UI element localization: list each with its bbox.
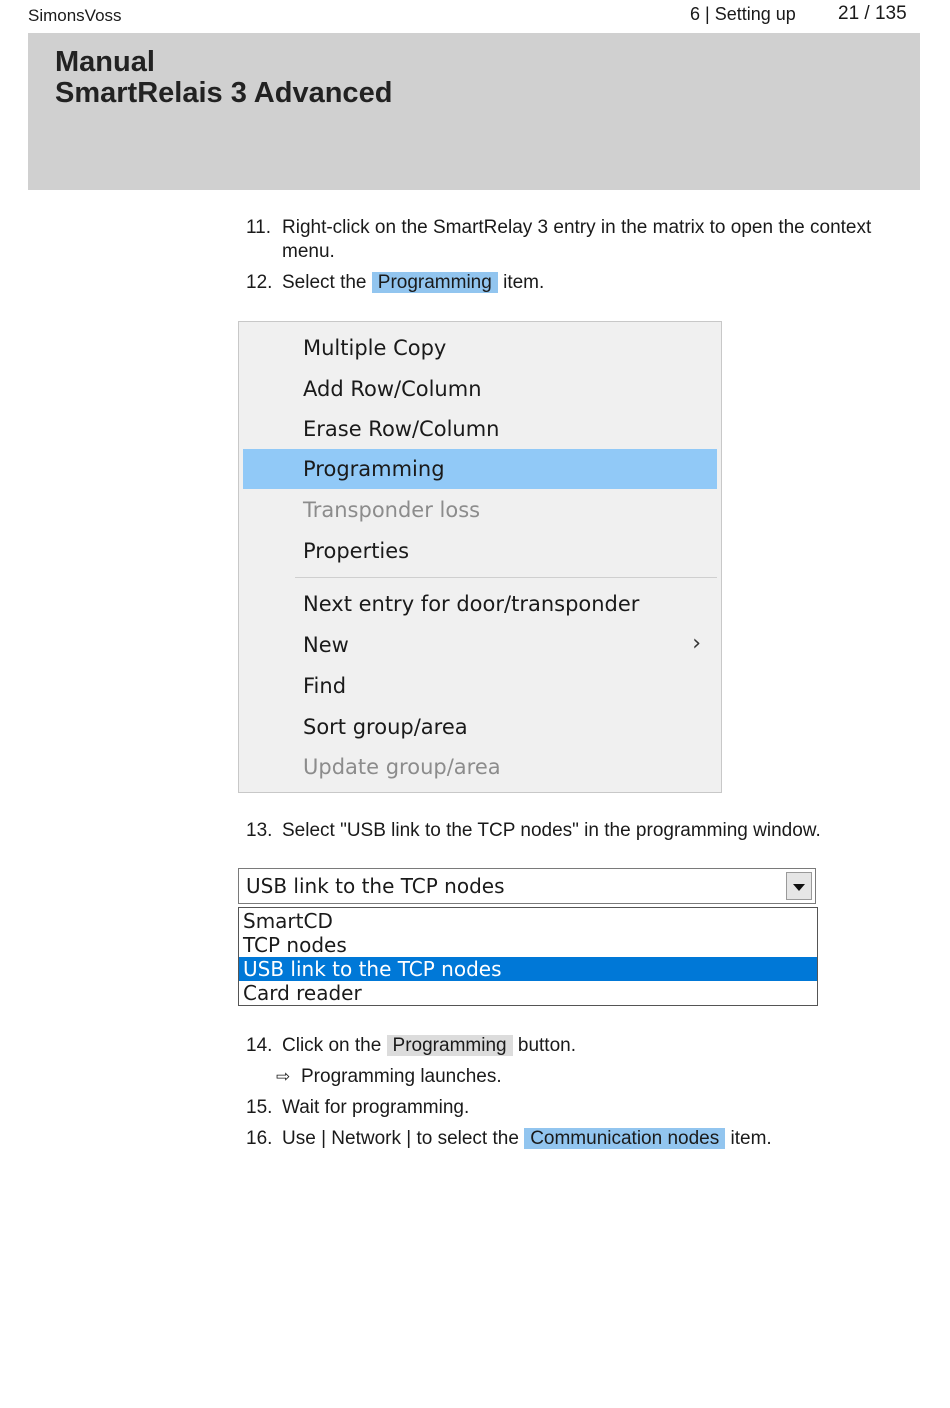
highlight-communication-nodes: Communication nodes	[524, 1128, 725, 1149]
menu-item-label: Next entry for door/transponder	[303, 592, 640, 616]
context-menu	[238, 321, 722, 793]
menu-separator	[295, 577, 717, 578]
step-text: Right-click on the SmartRelay 3 entry in the matrix to open the context	[282, 217, 872, 238]
option-label: Card reader	[243, 981, 362, 1005]
step-number: 16.	[246, 1128, 273, 1149]
option-smartcd[interactable]	[239, 909, 817, 933]
title-banner	[28, 33, 920, 190]
menu-item-label: Properties	[303, 539, 410, 563]
menu-item-label: Find	[303, 674, 347, 698]
menu-item-label: Add Row/Column	[303, 377, 482, 401]
step-text-post: button.	[512, 1035, 576, 1056]
menu-item-label: Programming	[303, 457, 445, 481]
menu-item-label: Sort group/area	[303, 715, 468, 739]
menu-item-next-entry[interactable]	[239, 584, 721, 624]
result-arrow-icon: ⇨	[276, 1067, 291, 1086]
dropdown-list	[238, 907, 818, 1006]
step-number: 12.	[246, 272, 273, 293]
menu-item-find[interactable]	[239, 666, 721, 706]
menu-item-multiple-copy[interactable]	[239, 328, 721, 368]
step-number: 11.	[246, 217, 272, 238]
menu-item-update-group-area	[239, 747, 721, 787]
menu-item-erase-row-column[interactable]	[239, 409, 721, 449]
section-label: 6 | Setting up	[690, 4, 796, 24]
selected-value: USB link to the TCP nodes	[246, 874, 505, 898]
option-tcp-nodes[interactable]	[239, 933, 817, 957]
step-number: 13.	[246, 820, 273, 841]
product-title: SmartRelais 3 Advanced	[55, 77, 393, 109]
menu-item-new[interactable]	[239, 625, 721, 665]
step-number: 14.	[246, 1035, 273, 1056]
chevron-right-icon: ›	[692, 631, 701, 656]
step-text	[282, 1127, 772, 1151]
step-number: 15.	[246, 1097, 273, 1118]
menu-item-label: Erase Row/Column	[303, 417, 500, 441]
option-card-reader[interactable]	[239, 981, 817, 1005]
step-text-pre: Click on the	[282, 1035, 387, 1056]
page-header	[0, 0, 950, 32]
option-label: TCP nodes	[243, 933, 347, 957]
option-usb-link[interactable]	[239, 957, 817, 981]
menu-item-label: Transponder loss	[303, 498, 481, 522]
step-text-pre: Use | Network | to select the	[282, 1128, 525, 1149]
manual-title: Manual	[55, 46, 155, 78]
result-text: Programming launches.	[301, 1066, 502, 1087]
step-text	[282, 271, 544, 295]
menu-item-label: Update group/area	[303, 755, 501, 779]
step-text-post: item.	[725, 1128, 772, 1149]
option-label: USB link to the TCP nodes	[243, 957, 502, 981]
step-text-pre: Select the	[282, 272, 372, 293]
menu-item-sort-group-area[interactable]	[239, 707, 721, 747]
step-text-continued: menu.	[282, 241, 335, 262]
brand-name: SimonsVoss	[28, 6, 122, 25]
menu-item-add-row-column[interactable]	[239, 369, 721, 409]
menu-item-label: New	[303, 633, 349, 657]
menu-item-programming[interactable]	[243, 449, 717, 489]
dropdown-button[interactable]	[786, 872, 812, 900]
menu-item-properties[interactable]	[239, 531, 721, 571]
step-text: Wait for programming.	[282, 1097, 470, 1118]
option-label: SmartCD	[243, 909, 333, 933]
menu-item-transponder-loss	[239, 490, 721, 530]
step-text: Select "USB link to the TCP nodes" in the programming window.	[282, 820, 821, 841]
highlight-programming-item: Programming	[372, 272, 498, 293]
menu-item-label: Multiple Copy	[303, 336, 447, 360]
connection-type-select[interactable]	[238, 868, 816, 904]
chevron-down-icon	[793, 884, 805, 891]
page-number: 21 / 135	[838, 3, 907, 24]
step-text-post: item.	[497, 272, 545, 293]
step-text	[282, 1034, 576, 1058]
highlight-programming-button: Programming	[387, 1035, 513, 1056]
